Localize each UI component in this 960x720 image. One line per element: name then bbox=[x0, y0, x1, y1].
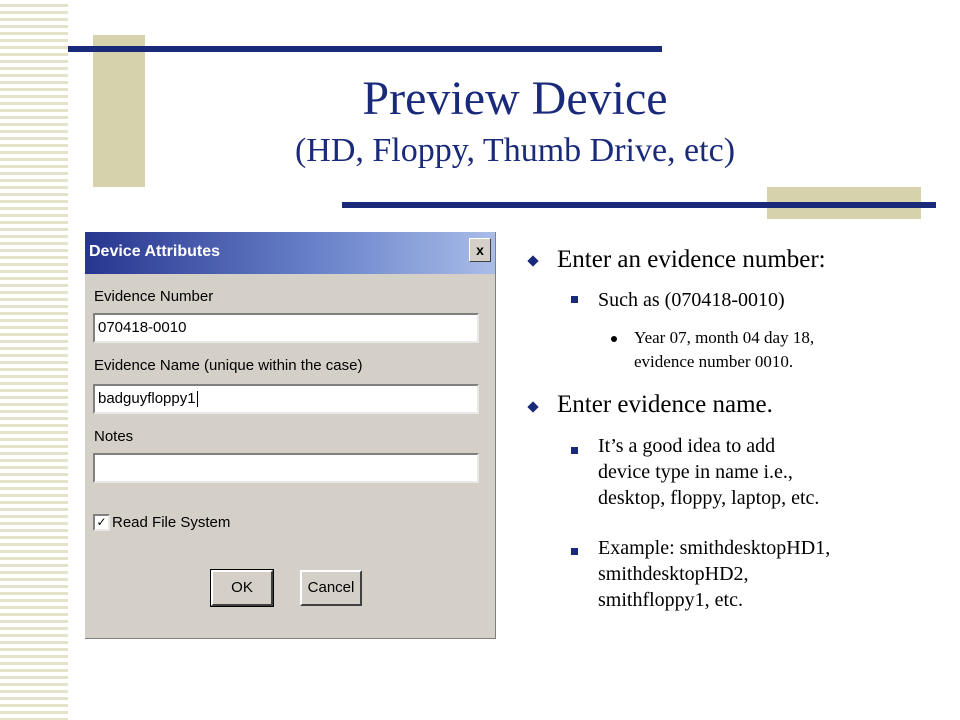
evidence-name-value: badguyfloppy1 bbox=[98, 390, 196, 407]
diamond-bullet-icon bbox=[527, 401, 538, 412]
text-line: device type in name i.e., bbox=[598, 461, 793, 483]
evidence-name-field[interactable] bbox=[93, 384, 479, 414]
square-bullet-icon bbox=[571, 296, 578, 303]
square-bullet-icon bbox=[571, 447, 578, 454]
diamond-bullet-icon bbox=[527, 255, 538, 266]
decorative-bar-bottom bbox=[342, 202, 936, 208]
sub-bullet-example bbox=[598, 535, 830, 613]
evidence-number-value: 070418-0010 bbox=[98, 319, 187, 336]
evidence-number-field[interactable] bbox=[93, 313, 479, 343]
text-line: It’s a good idea to add bbox=[598, 435, 776, 457]
read-file-system-checkbox[interactable]: ✓ bbox=[93, 514, 110, 531]
text-line: Year 07, month 04 day 18, bbox=[634, 328, 815, 347]
dialog-title: Device Attributes bbox=[89, 243, 220, 260]
text-line: desktop, floppy, laptop, etc. bbox=[598, 487, 820, 509]
decorative-bar-top bbox=[68, 46, 662, 52]
slide-title: Preview Device bbox=[362, 72, 668, 125]
text-line: Example: smithdesktopHD1, bbox=[598, 537, 831, 559]
round-bullet-icon bbox=[611, 336, 617, 342]
text-line: smithdesktopHD2, bbox=[598, 563, 749, 585]
evidence-number-label: Evidence Number bbox=[94, 288, 214, 305]
cancel-button[interactable]: Cancel bbox=[300, 570, 362, 606]
ok-button[interactable]: OK bbox=[211, 570, 273, 606]
read-file-system-label: Read File System bbox=[112, 514, 231, 531]
notes-label: Notes bbox=[94, 428, 134, 445]
dialog-titlebar bbox=[85, 232, 495, 274]
sub-bullet-such-as: Such as (070418-0010) bbox=[598, 289, 785, 311]
close-button[interactable]: x bbox=[469, 238, 491, 262]
decorative-block-left bbox=[93, 35, 145, 187]
notes-field[interactable] bbox=[93, 453, 479, 483]
slide-subtitle: (HD, Floppy, Thumb Drive, etc) bbox=[294, 132, 736, 169]
decorative-stripes bbox=[0, 0, 68, 720]
text-caret bbox=[197, 391, 198, 407]
text-line: evidence number 0010. bbox=[634, 352, 794, 371]
evidence-name-label: Evidence Name (unique within the case) bbox=[94, 357, 363, 374]
bullet-evidence-name: Enter evidence name. bbox=[557, 391, 773, 418]
sub-sub-bullet-date bbox=[634, 326, 814, 374]
device-attributes-dialog bbox=[85, 232, 496, 639]
square-bullet-icon bbox=[571, 548, 578, 555]
bullet-evidence-number: Enter an evidence number: bbox=[557, 246, 826, 273]
sub-bullet-good-idea bbox=[598, 433, 819, 511]
text-line: smithfloppy1, etc. bbox=[598, 589, 743, 611]
